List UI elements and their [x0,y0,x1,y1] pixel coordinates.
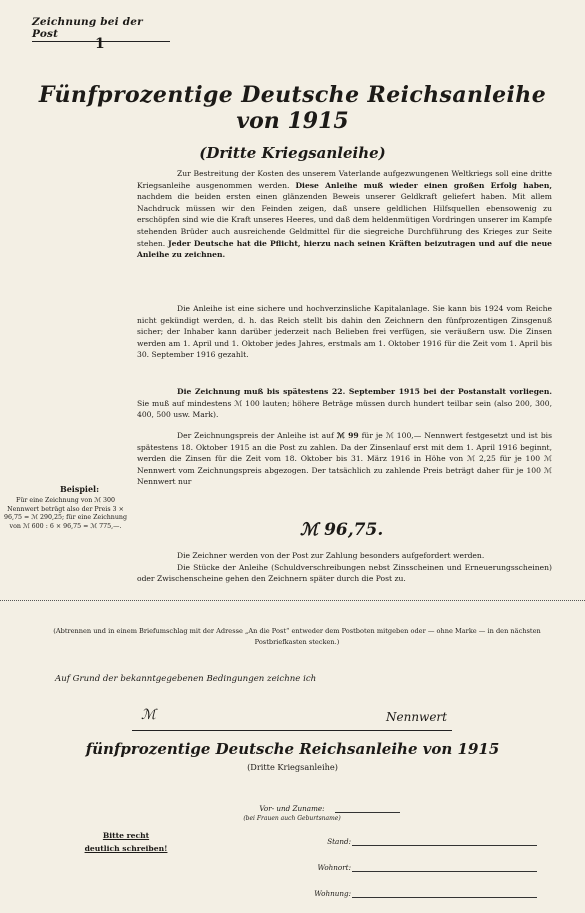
wohnung-field[interactable] [352,897,537,898]
document-title-year: von 1915 [236,108,349,134]
paragraph-price [137,430,552,488]
wohnung-label: Wohnung: [314,889,351,898]
note-line: deutlich schreiben! [84,843,168,853]
final-price: ℳ 96,75. [300,520,384,540]
paragraph-emphasis: Diese Anleihe muß wieder einen großen Erfolg haben, [295,180,552,190]
subscription-price: ℳ 99 [336,431,359,440]
name-sublabel: (bei Frauen auch Geburtsname) [243,815,341,822]
name-field[interactable] [335,812,400,813]
paragraph-purpose [137,168,552,261]
paragraph-text: für je ℳ 100,— Nennwert festgesetzt und ist bis spätestens 18. Oktober 1915 an die Post zu zahlen. Da der Zinsenlauf erst mit dem 1. April 1916 beginnt, werden die Zinsen für die Zeit vom 18. Oktober bis 31. März 1916 in Höhe von ℳ 2,25 für je 100 ℳ Nennwert vom Zeichnungspreis abgezogen. Der tatsächlich zu zahlende Preis beträgt daher für je 100 ℳ Nennwert nur [137,431,553,487]
nennwert-label: Nennwert [386,710,447,724]
paragraph-text: Der Zeichnungspreis der Anleihe ist auf [177,431,337,440]
wohnort-field[interactable] [352,871,537,872]
stand-label: Stand: [327,837,351,846]
paragraph-investment [137,303,552,361]
example-text: Für eine Zeichnung von ℳ 300 Nennwert beträgt also der Preis 3 × 96,75 = ℳ 290,25; für eine Zeichnung von ℳ 600 : 6 × 96,75 = ℳ 775,—. [3,497,127,530]
name-label: Vor- und Zuname: [259,804,325,813]
paragraph-delivery [137,550,552,585]
write-clearly-note [82,830,170,855]
form-intro: Auf Grund der bekanntgegebenen Bedingungen zeichne ich [55,674,317,684]
header-label: Zeichnung bei der Post [32,16,170,42]
header-number: 1 [95,36,105,52]
paragraph-emphasis: Jeder Deutsche hat die Pflicht, hierzu nach seinen Kräften beizutragen und auf die neue Anleihe zu zeichnen. [137,238,553,260]
paragraph-text: Zur Bestreitung der Kosten des unserem Vaterlande aufgezwungenen Weltkriegs soll eine dritte Kriegsanleihe ausgenommen werden. [137,169,552,190]
form-subtitle: (Dritte Kriegsanleihe) [247,762,338,772]
stand-field[interactable] [352,845,537,846]
note-line: Bitte recht [102,831,150,840]
paragraph-text: Sie muß auf mindestens ℳ 100 lauten; höhere Beträge müssen durch hundert teilbar sein (also 200, 300, 400, 500 usw. Mark). [137,398,552,420]
paragraph-deadline [137,386,552,421]
document-subtitle: (Dritte Kriegsanleihe) [199,144,386,162]
paragraph-text: Die Zeichner werden von der Post zur Zahlung besonders aufgefordert werden. [177,551,485,560]
paragraph-emphasis: Die Zeichnung muß bis spätestens 22. September 1915 bei der Postanstalt vorliegen. [177,387,552,396]
cut-line [0,600,585,601]
wohnort-label: Wohnort: [317,863,351,872]
paragraph-text: Die Stücke der Anleihe (Schuldverschreibungen nebst Zinsscheinen und Erneuerungsscheinen) oder Zwischenscheine gehen den Zeichnern später durch die Post zu. [137,562,552,584]
cut-instructions: (Abtrennen und in einem Briefumschlag mit der Adresse „An die Post“ entweder dem Postboten mitgeben oder — ohne Marke — in den nächsten Postbriefkasten stecken.) [53,627,541,646]
paragraph-text: nachdem die beiden ersten einen glänzenden Beweis unserer Geldkraft geliefert haben. Mit allem Nachdruck müssen wir den Feinden zeigen, daß unsere geldlichen Hilfsquellen ebensowenig zu erschöpfen sind wie die Kraft unseres Heeres, und daß dem heldenmütigen Vordringen unserer im Kampfe stehenden Brüder auch ausreichende Geldmittel für die siegreiche Durchführung des Krieges zur Seite stehen. [137,192,552,248]
currency-symbol: ℳ [141,707,156,723]
example-heading: Beispiel: [59,484,100,494]
paragraph-text: Die Anleihe ist eine sichere und hochverzinsliche Kapitalanlage. Sie kann bis 1924 vom Reiche nicht gekündigt werden, d. h. das Reich stellt bis dahin den Zeichnern den fünfprozentigen Zinsgenuß sicher; der Inhaber kann darüber jederzeit nach Belieben frei verfügen, sie veräußern usw. Die Zinsen werden am 1. April und 1. Oktober jedes Jahres, erstmals am 1. Oktober 1916 für die Zeit vom 1. April bis 30. September 1916 gezahlt. [137,304,552,360]
form-title: fünfprozentige Deutsche Reichsanleihe von 1915 [85,740,500,758]
document-title: Fünfprozentige Deutsche Reichsanleihe [38,82,547,108]
